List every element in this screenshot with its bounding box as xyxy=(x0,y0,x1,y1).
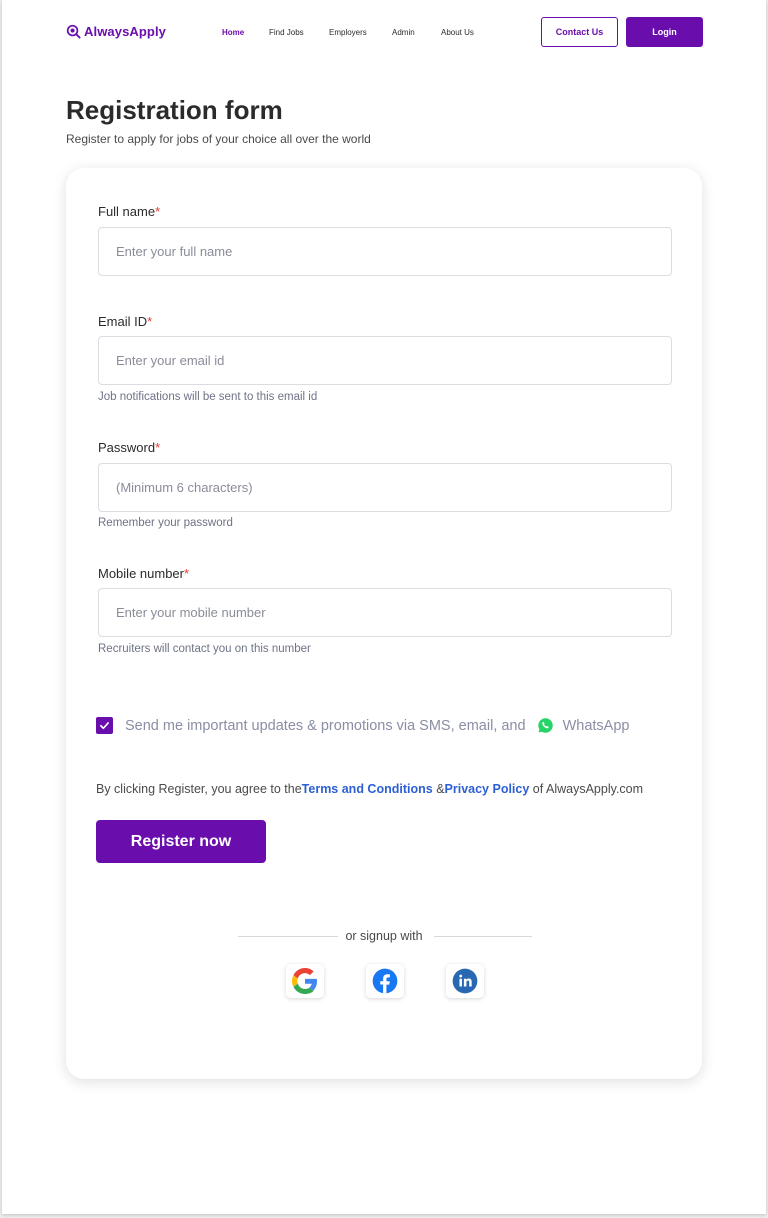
nav-about-us[interactable]: About Us xyxy=(441,28,474,37)
nav-employers[interactable]: Employers xyxy=(329,28,367,37)
check-icon xyxy=(99,720,110,731)
linkedin-icon xyxy=(452,968,478,994)
divider-right xyxy=(434,936,532,937)
mobile-label: Mobile number* xyxy=(98,566,190,581)
privacy-link[interactable]: Privacy Policy xyxy=(444,782,530,796)
linkedin-signup-button[interactable] xyxy=(446,964,484,998)
social-signup-label: or signup with xyxy=(345,929,423,943)
whatsapp-icon xyxy=(537,717,554,734)
page xyxy=(2,0,766,1214)
password-label: Password* xyxy=(98,440,161,455)
facebook-signup-button[interactable] xyxy=(366,964,404,998)
email-input[interactable] xyxy=(98,336,672,385)
logo-text: AlwaysApply xyxy=(84,24,167,39)
nav-find-jobs[interactable]: Find Jobs xyxy=(269,28,304,37)
full-name-label: Full name* xyxy=(98,204,161,219)
page-title: Registration form xyxy=(66,95,283,125)
required-mark: * xyxy=(155,204,161,219)
required-mark: * xyxy=(147,314,153,329)
consent-text: Send me important updates & promotions via SMS, email, and xyxy=(125,717,526,734)
whatsapp-text: WhatsApp xyxy=(562,717,630,734)
google-signup-button[interactable] xyxy=(286,964,324,998)
password-input[interactable] xyxy=(98,463,672,512)
consent-row xyxy=(96,717,629,734)
consent-checkbox[interactable] xyxy=(96,717,113,734)
email-helper: Job notifications will be sent to this email id xyxy=(98,391,318,403)
login-button[interactable]: Login xyxy=(626,17,703,47)
facebook-icon xyxy=(372,968,398,994)
required-mark: * xyxy=(184,566,190,581)
registration-card xyxy=(66,168,702,1079)
terms-link[interactable]: Terms and Conditions xyxy=(301,782,433,796)
nav-home[interactable]: Home xyxy=(222,28,245,37)
page-subtitle: Register to apply for jobs of your choice all over the world xyxy=(66,132,371,146)
google-icon xyxy=(292,968,318,994)
email-label: Email ID* xyxy=(98,314,153,329)
contact-us-button[interactable]: Contact Us xyxy=(541,17,618,47)
required-mark: * xyxy=(155,440,161,455)
full-name-input[interactable] xyxy=(98,227,672,276)
mobile-input[interactable] xyxy=(98,588,672,637)
agreement-text: By clicking Register, you agree to theTerms and Conditions &Privacy Policy of AlwaysApply.com xyxy=(96,782,644,796)
password-helper: Remember your password xyxy=(98,517,233,529)
nav-admin[interactable]: Admin xyxy=(392,28,415,37)
mobile-helper: Recruiters will contact you on this number xyxy=(98,643,311,655)
register-button[interactable]: Register now xyxy=(96,820,266,863)
